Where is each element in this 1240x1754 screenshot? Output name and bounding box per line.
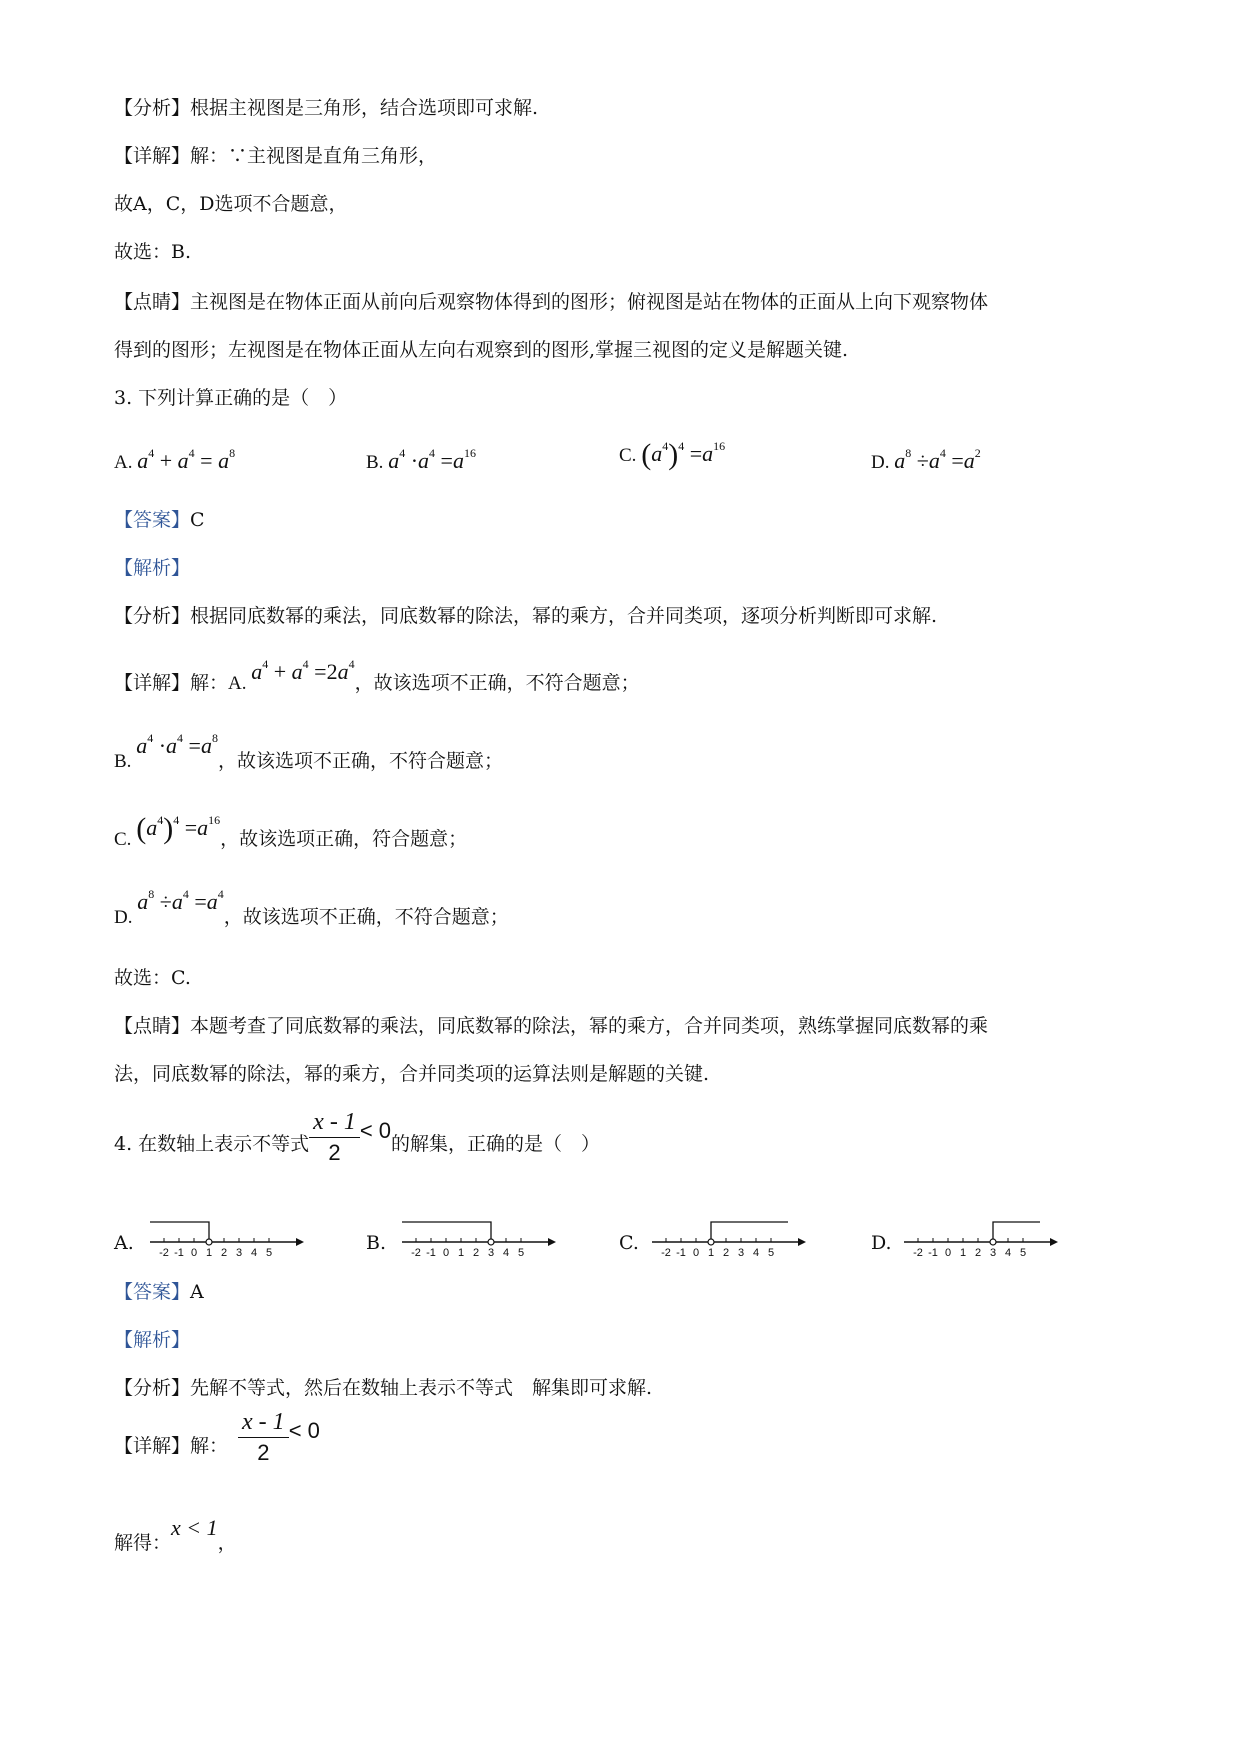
q4-result-line — [114, 1515, 237, 1555]
analysis-text: 先解不等式，然后在数轴上表示不等式 解集即可求解. — [190, 1377, 653, 1399]
endpoint-circle — [708, 1239, 714, 1245]
frac-numerator: x - 1 — [313, 1108, 356, 1135]
option-letter: C. — [114, 829, 132, 850]
frac-relation: < 0 — [288, 1418, 320, 1443]
number-line-c — [648, 1198, 818, 1258]
option-letter: B. — [366, 452, 384, 473]
frac-denominator: 2 — [328, 1139, 341, 1165]
tick-label: 4 — [752, 1247, 760, 1258]
q3-answer-line — [114, 508, 205, 532]
text-line: 故A，C，D选项不合题意， — [114, 193, 348, 215]
q3-analysis-line — [114, 604, 937, 628]
tick-label: -2 — [913, 1247, 923, 1258]
frac-relation: < 0 — [359, 1118, 392, 1143]
tick-label: 1 — [707, 1247, 715, 1258]
analysis-text: 根据同底数幂的乘法，同底数幂的除法，幂的乘方，合并同类项，逐项分析判断即可求解. — [190, 605, 938, 627]
comment-text: 本题考查了同底数幂的乘法，同底数幂的除法，幂的乘方，合并同类项，熟练掌握同底数幂的乘 — [190, 1015, 989, 1037]
analysis-line — [114, 96, 538, 120]
comment-line — [114, 290, 988, 314]
result-math: x < 1 — [171, 1515, 218, 1540]
comment-label: 【点睛】 — [114, 291, 191, 313]
q3-detail-d: D. $a^8 \div a^4 =a^4$，故该选项不正确，不符合题意； — [114, 887, 509, 928]
q3-option-a: A. $a^4 + a^4 = a^8$ — [114, 446, 236, 473]
option-letter: D. — [114, 907, 133, 928]
axis-arrow — [1050, 1238, 1058, 1246]
result-prefix: 解得： — [114, 1532, 172, 1554]
axis-arrow — [798, 1238, 806, 1246]
tick-label: 5 — [767, 1247, 775, 1258]
tick-label: 5 — [517, 1247, 525, 1258]
frac-denominator: 2 — [257, 1439, 270, 1465]
fraction — [309, 1107, 360, 1168]
detail-label: 【详解】 — [114, 1435, 191, 1457]
option-letter: B. — [366, 1232, 387, 1254]
fraction — [238, 1407, 289, 1468]
q3-detail-b: B. $a^4 \cdot a^4 =a^8$，故该选项不正确，不符合题意； — [114, 731, 503, 772]
number-line-b — [398, 1198, 568, 1258]
q3-option-c: C. $(a^4)^4 =a^{16}$ — [619, 438, 726, 471]
tick-label: 4 — [1004, 1247, 1012, 1258]
tick-label: 2 — [722, 1247, 730, 1258]
tick-label: -2 — [159, 1247, 169, 1258]
analysis-text: 根据主视图是三角形，结合选项即可求解. — [190, 97, 539, 119]
option-letter: C. — [619, 445, 637, 466]
q3-comment-line — [114, 1014, 988, 1038]
solution-ray — [150, 1222, 209, 1239]
solution-ray — [402, 1222, 491, 1239]
detail-line — [114, 144, 437, 168]
detail-text: ，故该选项不正确，不符合题意； — [217, 751, 503, 772]
tick-label: -1 — [928, 1247, 938, 1258]
detail-text: ，故该选项正确，符合题意； — [220, 829, 468, 850]
tick-label: 1 — [457, 1247, 465, 1258]
number-line-a — [146, 1198, 316, 1258]
detail-text: ，故该选项不正确，不符合题意； — [223, 907, 509, 928]
tick-label: 1 — [959, 1247, 967, 1258]
option-letter: D. — [871, 1232, 892, 1254]
q4-option-a — [114, 1232, 134, 1254]
q4-answer-line — [114, 1280, 204, 1304]
question-3-stem: 3. 下列计算正确的是（ ） — [114, 387, 348, 409]
detail-label: 【详解】 — [114, 145, 191, 167]
comment-text: 主视图是在物体正面从前向后观察物体得到的图形；俯视图是站在物体的正面从上向下观察物体 — [190, 291, 989, 313]
option-letter: A. — [114, 452, 133, 473]
comment-line-2: 得到的图形；左视图是在物体正面从左向右观察到的图形,掌握三视图的定义是解题关键. — [114, 339, 849, 361]
analysis-label: 【分析】 — [114, 1377, 191, 1399]
tick-label: 2 — [220, 1247, 228, 1258]
result-suffix: ， — [217, 1532, 237, 1554]
answer-value: C — [190, 509, 205, 531]
q4-option-c — [619, 1232, 639, 1254]
solution-ray — [993, 1222, 1040, 1239]
tick-label: -2 — [661, 1247, 671, 1258]
detail-label: 【详解】 — [114, 673, 191, 694]
solution-ray — [711, 1222, 788, 1239]
tick-label: 0 — [692, 1247, 700, 1258]
frac-numerator: x - 1 — [242, 1408, 285, 1435]
tick-label: 3 — [235, 1247, 243, 1258]
answer-label: 【答案】 — [114, 1281, 191, 1303]
option-letter: C. — [619, 1232, 639, 1254]
tick-label: 4 — [250, 1247, 258, 1258]
analysis-label: 【分析】 — [114, 605, 191, 627]
tick-label: 0 — [944, 1247, 952, 1258]
tick-label: 3 — [737, 1247, 745, 1258]
option-letter: D. — [871, 452, 890, 473]
tick-label: 5 — [1019, 1247, 1027, 1258]
q4-option-d — [871, 1232, 892, 1254]
q3-detail-c: C. $(a^4)^4 =a^{16}$，故该选项正确，符合题意； — [114, 812, 468, 850]
q3-detail-a: 【详解】解：A. $a^4 + a^4 =2a^4$，故该选项不正确，不符合题意； — [114, 657, 640, 694]
tick-label: 1 — [205, 1247, 213, 1258]
q4-detail-line — [114, 1408, 320, 1479]
tick-label: 2 — [974, 1247, 982, 1258]
tick-label: 3 — [989, 1247, 997, 1258]
option-letter: B. — [114, 751, 132, 772]
tick-label: 0 — [190, 1247, 198, 1258]
q3-comment-line-2: 法，同底数幂的除法，幂的乘方，合并同类项的运算法则是解题的关键. — [114, 1063, 710, 1085]
q3-option-d: D. $a^8 \div a^4 =a^2$ — [871, 446, 981, 473]
tick-label: 4 — [502, 1247, 510, 1258]
stem-suffix: 的解集，正确的是（ ） — [391, 1133, 601, 1155]
stem-prefix: 4. 在数轴上表示不等式 — [114, 1133, 310, 1155]
tick-label: 3 — [487, 1247, 495, 1258]
tick-label: 5 — [265, 1247, 273, 1258]
q4-analysis-line — [114, 1376, 652, 1400]
endpoint-circle — [206, 1239, 212, 1245]
q4-explain-label: 【解析】 — [114, 1329, 191, 1351]
q3-option-b: B. $a^4 \cdot a^4 =a^{16}$ — [366, 446, 476, 473]
detail-prefix: 解： — [190, 1435, 229, 1457]
question-4-stem — [114, 1108, 601, 1177]
q3-explain-label: 【解析】 — [114, 557, 191, 579]
tick-label: 2 — [472, 1247, 480, 1258]
tick-label: -1 — [676, 1247, 686, 1258]
endpoint-circle — [488, 1239, 494, 1245]
axis-arrow — [296, 1238, 304, 1246]
tick-label: -1 — [426, 1247, 436, 1258]
analysis-label: 【分析】 — [114, 97, 191, 119]
q3-conclusion: 故选：C. — [114, 967, 191, 989]
tick-label: -2 — [411, 1247, 421, 1258]
answer-value: A — [190, 1281, 204, 1303]
tick-label: 0 — [442, 1247, 450, 1258]
number-line-d — [900, 1198, 1070, 1258]
answer-label: 【答案】 — [114, 509, 191, 531]
q4-option-b — [366, 1232, 386, 1254]
comment-label: 【点睛】 — [114, 1015, 191, 1037]
detail-prefix: 解：A. — [190, 673, 247, 694]
detail-text: ，故该选项不正确，不符合题意； — [354, 673, 640, 694]
text-line: 故选：B. — [114, 241, 192, 263]
tick-label: -1 — [174, 1247, 184, 1258]
axis-arrow — [548, 1238, 556, 1246]
endpoint-circle — [990, 1239, 996, 1245]
option-letter: A. — [114, 1232, 134, 1254]
detail-text: 解：∵主视图是直角三角形， — [190, 145, 438, 167]
